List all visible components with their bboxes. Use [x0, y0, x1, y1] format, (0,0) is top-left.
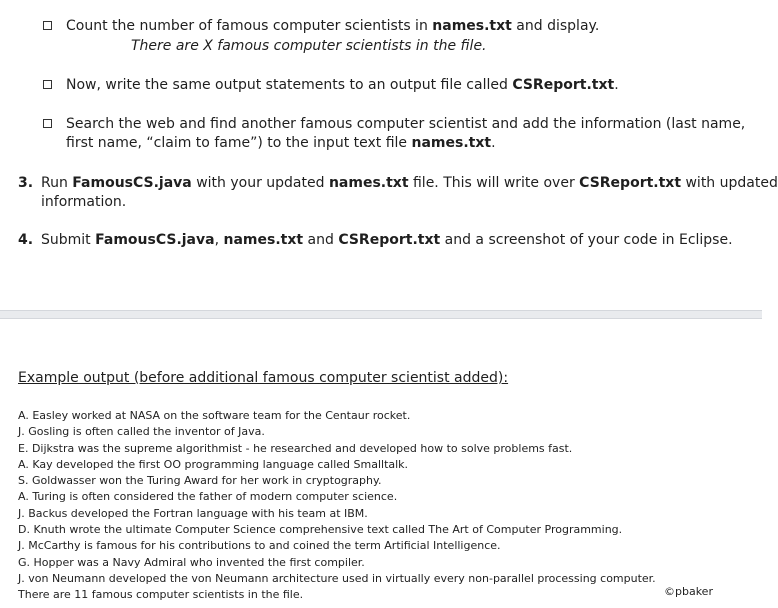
- output-line: E. Dijkstra was the supreme algorithmist - he researched and developed how to solve problems fast.: [18, 441, 573, 455]
- output-line: A. Kay developed the first OO programming language called Smalltalk.: [18, 457, 409, 471]
- example-heading: Example output (before additional famous computer scientist added):: [18, 370, 509, 386]
- output-line: S. Goldwasser won the Turing Award for her work in cryptography.: [18, 474, 382, 488]
- page-break: [0, 310, 762, 319]
- checkbox-icon: [43, 80, 52, 89]
- output-line: G. Hopper was a Navy Admiral who invented the first compiler.: [18, 555, 365, 569]
- filename-csreport: CSReport.txt: [512, 77, 615, 93]
- filename-names: names.txt: [432, 18, 512, 34]
- output-line: J. Gosling is often called the inventor of Java.: [18, 425, 265, 439]
- output-line: J. von Neumann developed the von Neumann architecture used in virtually every non-parallel processing computer.: [18, 571, 656, 585]
- filename-names: names.txt: [411, 135, 492, 151]
- document-page-bottom: [0, 319, 762, 608]
- checklist-count-subtext: There are X famous computer scientists in the file.: [131, 38, 487, 54]
- copyright-text: ©pbaker: [664, 585, 713, 598]
- output-line: A. Easley worked at NASA on the software team for the Centaur rocket.: [18, 409, 411, 422]
- output-line: J. Backus developed the Fortran language with his team at IBM.: [18, 506, 368, 520]
- checkbox-icon: [43, 119, 52, 128]
- document-page-top: Count the number of famous computer scientists in names.txt and display. There are X famous computer scientists in the file. Now, write the same output statements to an output file called CSReport.txt. Search the web and find another famous computer scientist and add the information (last name, first name, “claim to fame”) to the input text file names.txt. 3. Run FamousCS.java with your updated names.txt file. This will write over CSReport.txt with updated information. 4. Submit FamousCS.java, names.txt and CSReport.txt and a screenshot of your code in Eclipse.: [0, 0, 762, 310]
- checkbox-icon: [43, 21, 52, 30]
- output-summary-line: There are 11 famous computer scientists in the file.: [18, 588, 304, 602]
- example-output-list: [18, 408, 656, 604]
- output-line: J. McCarthy is famous for his contributions to and coined the term Artificial Intelligence.: [18, 539, 501, 553]
- output-line: A. Turing is often considered the father of modern computer science.: [18, 490, 398, 504]
- output-line: D. Knuth wrote the ultimate Computer Science comprehensive text called The Art of Computer Programming.: [18, 523, 623, 537]
